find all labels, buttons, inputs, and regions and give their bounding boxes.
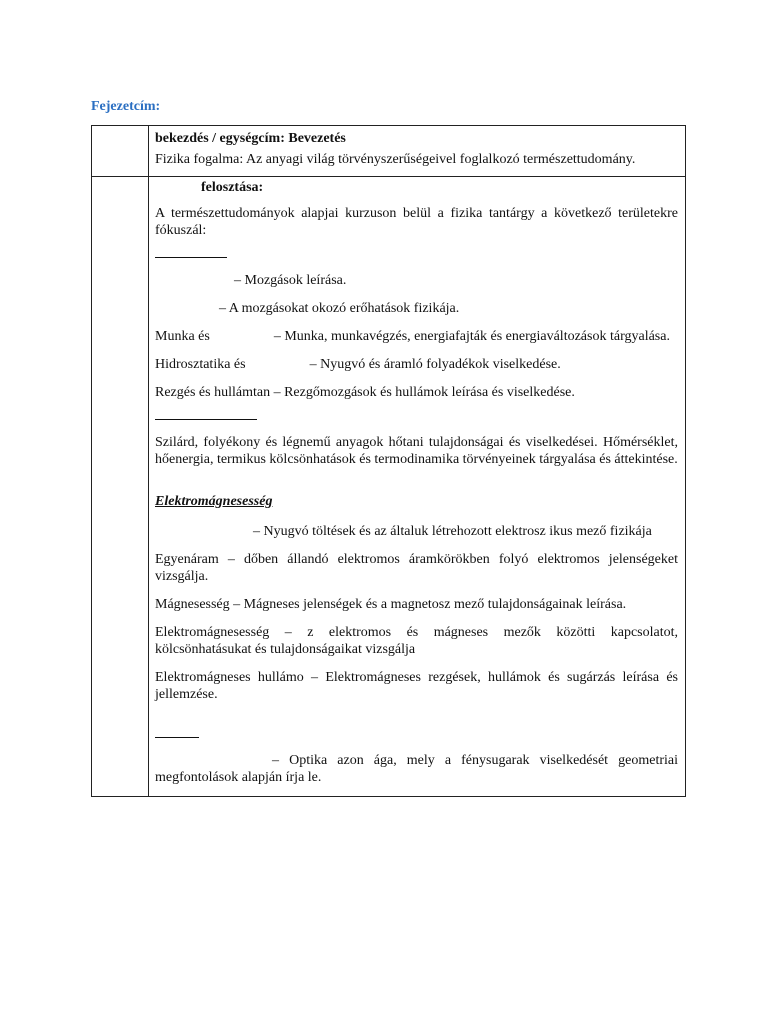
hydro-item bbox=[155, 356, 678, 373]
table-cell-right bbox=[149, 177, 686, 797]
table-cell-right bbox=[149, 126, 686, 177]
blank-heading-line bbox=[155, 419, 257, 420]
table-row bbox=[92, 126, 686, 177]
mechanics-item-1: – Mozgások leírása. bbox=[234, 273, 347, 288]
em-waves-item: Elektromágneses hullámo – Elektromágneses rezgések, hullámok és sugárzás leírása és jellemzése. bbox=[155, 670, 678, 702]
chapter-title-label: Fejezetcím: bbox=[91, 99, 161, 114]
electromagnetism-item: Elektromágnesesség – z elektromos és mágneses mezők közötti kapcsolatot, kölcsönhatásukat és tulajdonságaikat vizsgálja bbox=[155, 625, 678, 657]
section-title: bekezdés / egységcím: Bevezetés bbox=[155, 131, 346, 146]
intro-paragraph: A természettudományok alapjai kurzuson belül a fizika tantárgy a következő területekre fókuszál: bbox=[155, 206, 678, 238]
em-heading: Elektromágnesesség bbox=[155, 494, 273, 509]
hydro-term: Hidrosztatika és bbox=[155, 357, 246, 372]
work-energy-item bbox=[155, 328, 678, 345]
table-row bbox=[92, 177, 686, 797]
felosztas-heading: felosztása: bbox=[201, 180, 264, 195]
table-cell-left bbox=[92, 126, 149, 177]
thermo-paragraph: Szilárd, folyékony és légnemű anyagok hőtani tulajdonságai és viselkedései. Hőmérséklet, hőenergia, termikus kölcsönhatások és termodinamika törvényeinek tárgyalása és áttekintése. bbox=[155, 435, 678, 467]
mechanics-item-2: – A mozgásokat okozó erőhatások fizikája. bbox=[219, 301, 460, 316]
work-energy-term: Munka és bbox=[155, 329, 210, 344]
dc-item: Egyenáram – dőben állandó elektromos áramkörökben folyó elektromos jelenségeket vizsgálja. bbox=[155, 552, 678, 584]
blank-heading-line bbox=[155, 257, 227, 258]
vibration-item: Rezgés és hullámtan – Rezgőmozgások és hullámok leírása és viselkedése. bbox=[155, 385, 575, 400]
blank-heading-line bbox=[155, 737, 199, 738]
definition-text: Fizika fogalma: Az anyagi világ törvényszerűségeivel foglalkozó természettudomány. bbox=[155, 152, 636, 167]
table-cell-left bbox=[92, 177, 149, 797]
electrostatics-item: – Nyugvó töltések és az általuk létrehozott elektrosz ikus mező fizikája bbox=[253, 524, 652, 539]
work-energy-desc: – Munka, munkavégzés, energiafajták és energiaváltozások tárgyalása. bbox=[273, 329, 670, 344]
optics-item: – Optika azon ága, mely a fénysugarak viselkedését geometriai megfontolások alapján írja le. bbox=[155, 753, 678, 785]
content-table bbox=[91, 125, 686, 797]
hydro-desc: – Nyugvó és áramló folyadékok viselkedése. bbox=[309, 357, 561, 372]
magnetism-item: Mágnesesség – Mágneses jelenségek és a magnetosz mező tulajdonságainak leírása. bbox=[155, 597, 627, 612]
